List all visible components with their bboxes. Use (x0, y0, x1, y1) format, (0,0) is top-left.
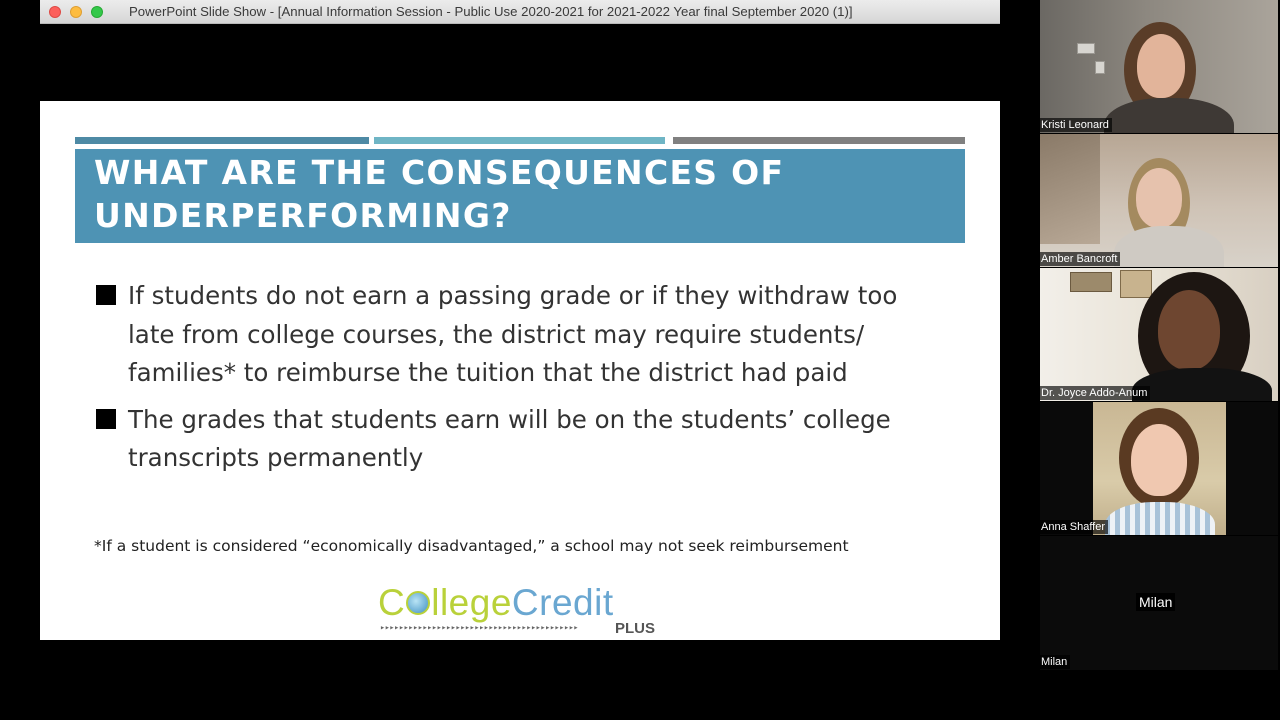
wall-picture (1120, 270, 1152, 298)
logo-credit: Credit (511, 582, 614, 623)
light-switch (1095, 61, 1105, 74)
participant-panel (1040, 0, 1280, 720)
close-window-button[interactable] (49, 6, 61, 18)
participant-video-tile[interactable] (1040, 268, 1278, 401)
window-controls (49, 6, 103, 18)
background-stairs (1040, 134, 1100, 244)
decorative-rule-middle (374, 137, 665, 144)
participant-name: Dr. Joyce Addo-Anum (1040, 386, 1150, 400)
participant-video-tile[interactable] (1040, 0, 1278, 133)
slide-heading-line-1: WHAT ARE THE CONSEQUENCES OF (94, 153, 785, 192)
slideshow-window (40, 0, 1000, 720)
globe-icon (406, 591, 430, 615)
bullet-text: The grades that students earn will be on the students’ college transcripts permanently (128, 404, 891, 472)
participant-name: Amber Bancroft (1040, 252, 1120, 266)
participant-avatar-label: Milan (1136, 593, 1175, 611)
slide-heading-line-2: UNDERPERFORMING? (94, 196, 512, 235)
participant-video-tile[interactable] (1040, 134, 1278, 267)
participant-name: Anna Shaffer (1040, 520, 1108, 534)
decorative-rule-right (673, 137, 965, 144)
window-titlebar (40, 0, 1000, 24)
minimize-window-button[interactable] (70, 6, 82, 18)
zoom-window-button[interactable] (91, 6, 103, 18)
decorative-rule-left (75, 137, 369, 144)
logo-c: C (378, 582, 406, 623)
square-bullet-icon (96, 285, 116, 305)
participant-video (1093, 402, 1226, 535)
bullet-item (96, 277, 976, 393)
participant-name: Kristi Leonard (1040, 118, 1112, 132)
participant-name: Milan (1040, 655, 1070, 669)
participant-video-tile[interactable] (1040, 536, 1278, 670)
presentation-slide[interactable] (40, 101, 1000, 640)
college-credit-plus-logo (378, 581, 668, 641)
slide-heading (94, 151, 954, 237)
logo-plus: PLUS (615, 620, 656, 637)
logo-wordmark (378, 581, 668, 625)
thermostat (1077, 43, 1095, 54)
logo-college-rest: llege (431, 582, 512, 623)
logo-arrows: ▸▸▸▸▸▸▸▸▸▸▸▸▸▸▸▸▸▸▸▸▸▸▸▸▸▸▸▸▸▸▸▸▸▸▸▸▸▸▸▸▸▸ (380, 623, 579, 633)
square-bullet-icon (96, 409, 116, 429)
participant-video-tile[interactable] (1040, 402, 1278, 535)
window-title: PowerPoint Slide Show - [Annual Information Session - Public Use 2020-2021 for 2021-2022 Year final September 2020 (1)] (129, 4, 853, 19)
bullet-list (96, 277, 976, 486)
bullet-item (96, 401, 976, 478)
bullet-text: If students do not earn a passing grade or if they withdraw too late from college courses, the district may require students/ families* to reimburse the tuition that the district had paid (128, 281, 898, 387)
slide-heading-band (75, 149, 965, 243)
wall-picture (1070, 272, 1112, 292)
slide-footnote: *If a student is considered “economically disadvantaged,” a school may not seek reimbursement (94, 537, 849, 555)
